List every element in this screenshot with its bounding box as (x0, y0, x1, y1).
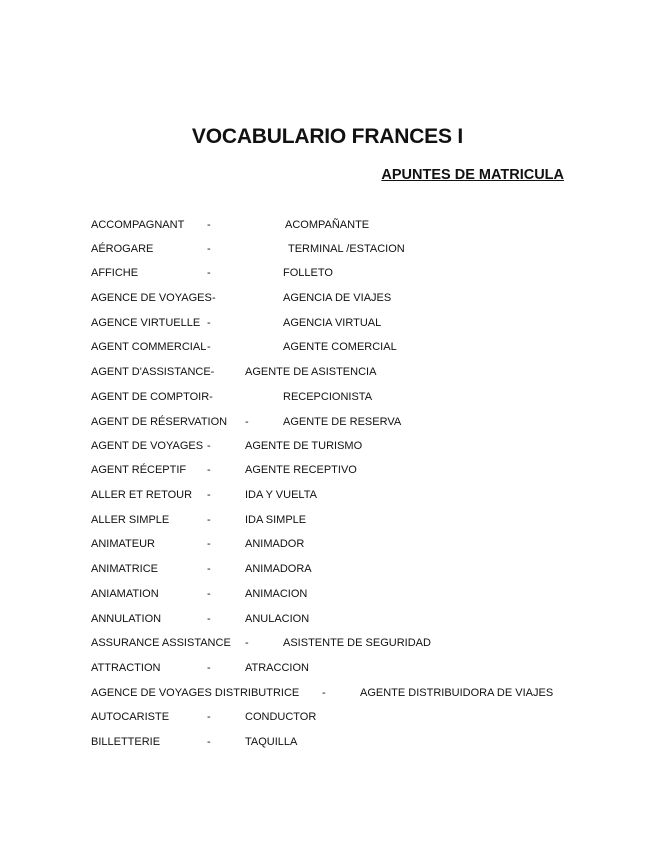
vocab-row (91, 341, 611, 357)
separator: - (207, 243, 211, 255)
vocab-row (91, 514, 611, 530)
spanish-term: ANIMACION (245, 588, 308, 600)
separator: - (207, 317, 211, 329)
separator: - (207, 514, 211, 526)
vocab-row (91, 366, 611, 382)
french-term: BILLETTERIE (91, 736, 161, 748)
separator: - (245, 416, 249, 428)
french-term: ANIAMATION (91, 588, 159, 600)
separator: - (207, 563, 211, 575)
vocab-row (91, 440, 611, 456)
separator: - (207, 267, 211, 279)
vocab-row (91, 243, 611, 259)
french-term: AGENT COMMERCIAL (91, 341, 207, 353)
vocab-row (91, 637, 611, 653)
vocab-row (91, 317, 611, 333)
vocab-row (91, 391, 611, 407)
french-term: AGENT D'ASSISTANCE- (91, 366, 215, 378)
vocab-row (91, 662, 611, 678)
french-term: AÉROGARE (91, 243, 154, 255)
separator: - (245, 637, 249, 649)
separator: - (207, 662, 211, 674)
spanish-term: AGENTE COMERCIAL (283, 341, 397, 353)
vocab-row (91, 219, 611, 235)
french-term: AGENT DE RÉSERVATION (91, 416, 228, 428)
french-term: ALLER SIMPLE (91, 514, 170, 526)
vocab-row (91, 588, 611, 604)
separator: - (207, 440, 211, 452)
spanish-term: AGENTE DE TURISMO (245, 440, 363, 452)
spanish-term: AGENTE RECEPTIVO (245, 464, 357, 476)
vocab-row (91, 687, 611, 703)
french-term: ANIMATRICE (91, 563, 159, 575)
vocab-row (91, 736, 611, 752)
spanish-term: ASISTENTE DE SEGURIDAD (283, 637, 431, 649)
spanish-term: TAQUILLA (245, 736, 298, 748)
separator: - (212, 292, 216, 304)
spanish-term: CONDUCTOR (245, 711, 317, 723)
french-term: AGENT DE VOYAGES (91, 440, 204, 452)
spanish-term: AGENCIA VIRTUAL (283, 317, 382, 329)
vocab-row (91, 267, 611, 283)
french-term: ACCOMPAGNANT (91, 219, 185, 231)
spanish-term: FOLLETO (283, 267, 333, 279)
vocab-row (91, 538, 611, 554)
separator: - (322, 687, 326, 699)
spanish-term: IDA SIMPLE (245, 514, 307, 526)
spanish-term: RECEPCIONISTA (283, 391, 373, 403)
separator: - (207, 588, 211, 600)
french-term: AFFICHE (91, 267, 139, 279)
spanish-term: AGENTE DE RESERVA (283, 416, 402, 428)
separator: - (207, 538, 211, 550)
separator: - (207, 219, 211, 231)
separator: - (207, 613, 211, 625)
french-term: ANNULATION (91, 613, 162, 625)
spanish-term: IDA Y VUELTA (245, 489, 317, 501)
spanish-term: ANIMADORA (245, 563, 312, 575)
separator: - (207, 489, 211, 501)
spanish-term: ATRACCION (245, 662, 309, 674)
french-term: ALLER ET RETOUR (91, 489, 193, 501)
french-term: ANIMATEUR (91, 538, 155, 550)
spanish-term: ANULACION (245, 613, 310, 625)
spanish-term: TERMINAL /ESTACION (288, 243, 405, 255)
french-term: AGENT RÉCEPTIF (91, 464, 187, 476)
vocab-row (91, 416, 611, 432)
spanish-term: ACOMPAÑANTE (285, 219, 370, 231)
vocab-row (91, 613, 611, 629)
vocab-row (91, 489, 611, 505)
separator: - (207, 711, 211, 723)
separator: - (207, 736, 211, 748)
french-term: ASSURANCE ASSISTANCE (91, 637, 231, 649)
spanish-term: ANIMADOR (245, 538, 305, 550)
spanish-term: AGENTE DISTRIBUIDORA DE VIAJES (360, 687, 554, 699)
separator: - (207, 341, 211, 353)
separator: - (207, 464, 211, 476)
spanish-term: AGENTE DE ASISTENCIA (245, 366, 377, 378)
vocab-row (91, 464, 611, 480)
page-subtitle: APUNTES DE MATRICULA (381, 167, 564, 183)
vocab-row (91, 292, 611, 308)
vocab-row (91, 563, 611, 579)
page-title: VOCABULARIO FRANCES I (191, 125, 464, 148)
french-term: AUTOCARISTE (91, 711, 170, 723)
vocab-row (91, 711, 611, 727)
french-term: ATTRACTION (91, 662, 161, 674)
spanish-term: AGENCIA DE VIAJES (283, 292, 392, 304)
french-term: AGENT DE COMPTOIR- (91, 391, 213, 403)
french-term: AGENCE DE VOYAGES DISTRIBUTRICE (91, 687, 300, 699)
french-term: AGENCE DE VOYAGES (91, 292, 212, 304)
french-term: AGENCE VIRTUELLE (91, 317, 201, 329)
